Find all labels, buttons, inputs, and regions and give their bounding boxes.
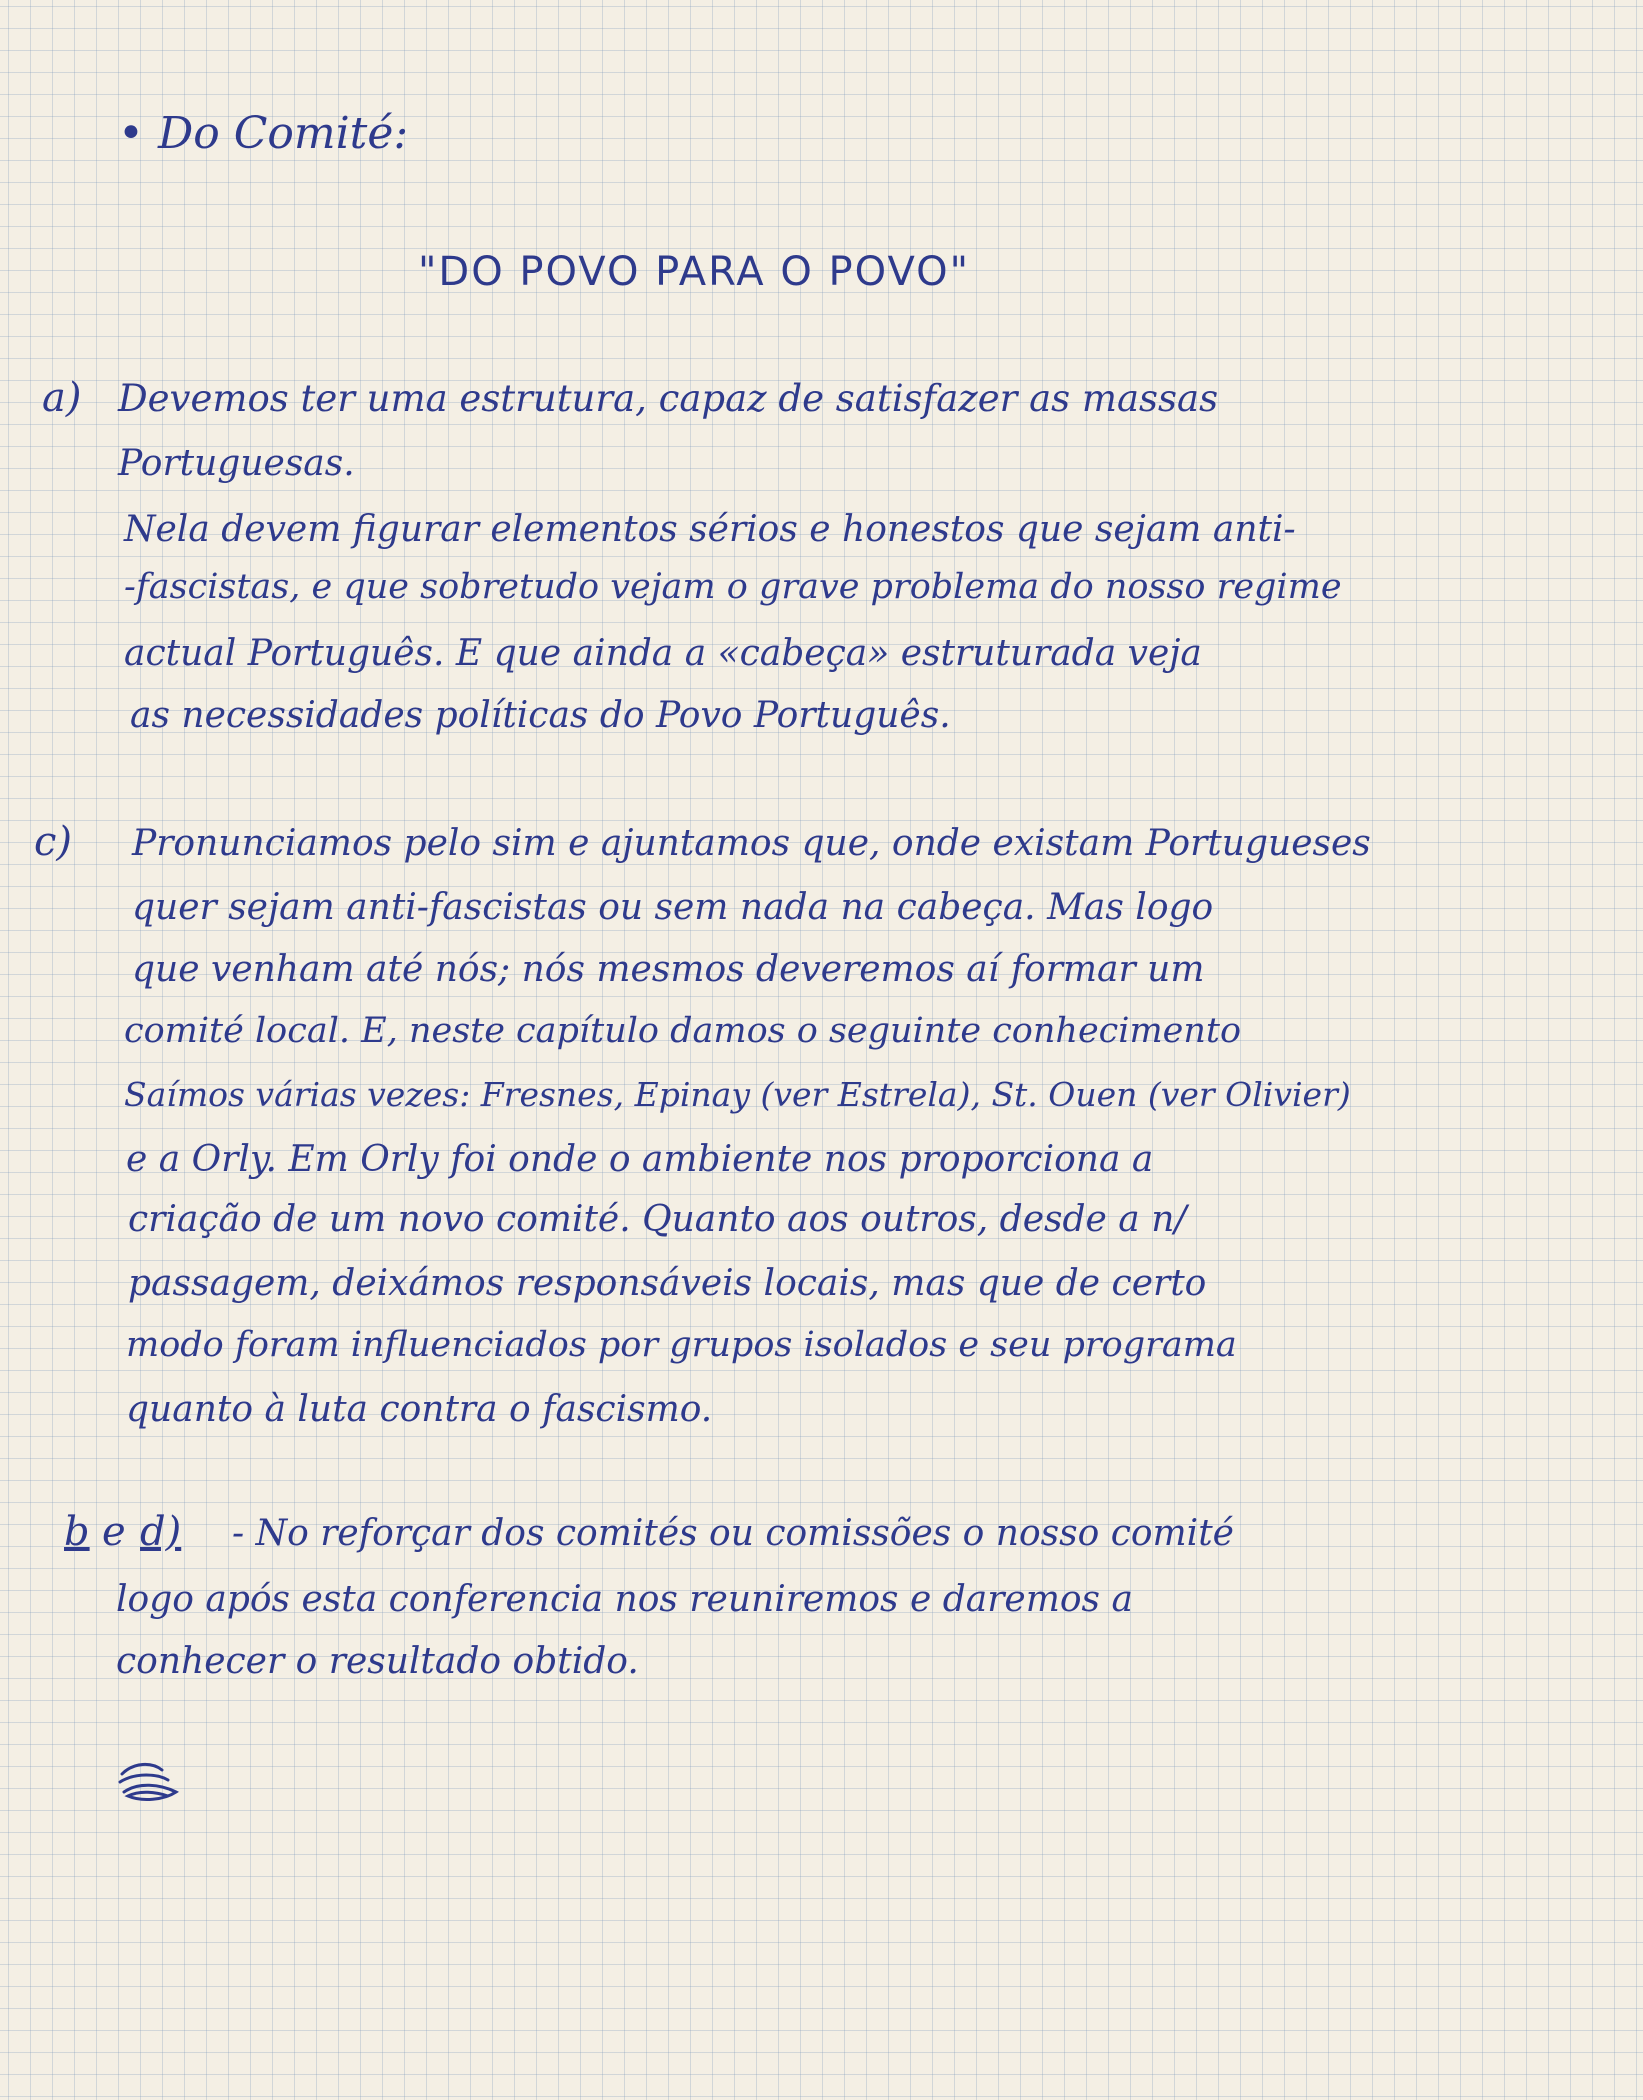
section-d-marker: d) — [140, 1509, 182, 1555]
section-c-line-4: comité local. E, neste capítulo damos o seguinte conhecimento — [124, 1011, 1242, 1051]
section-c-line-5: Saímos várias vezes: Fresnes, Epinay (ver Estrela), St. Ouen (ver Olivier) — [124, 1075, 1351, 1114]
signature-mark — [116, 1752, 186, 1812]
section-c-line-10: quanto à luta contra o fascismo. — [126, 1389, 713, 1430]
section-c-line-8: passagem, deixámos responsáveis locais, mas que de certo — [128, 1263, 1207, 1304]
section-bd-line-1: - No reforçar dos comités ou comissões o nosso comité — [232, 1513, 1234, 1554]
section-c-line-3: que venham até nós; nós mesmos deveremos aí formar um — [132, 949, 1205, 990]
section-a-line-6: as necessidades políticas do Povo Português. — [130, 695, 951, 736]
document-title: "DO POVO PARA O POVO" — [418, 249, 970, 295]
section-b-marker: b — [64, 1509, 90, 1555]
section-c-line-9: modo foram influenciados por grupos isolados e seu programa — [126, 1325, 1237, 1365]
section-c-line-1: Pronunciamos pelo sim e ajuntamos que, onde existam Portugueses — [132, 823, 1371, 864]
section-a-line-2: Portuguesas. — [118, 443, 355, 484]
section-a-line-5: actual Português. E que ainda a «cabeça» estruturada veja — [124, 633, 1202, 674]
section-c-line-2: quer sejam anti-fascistas ou sem nada na cabeça. Mas logo — [132, 887, 1214, 928]
section-e-marker: e — [102, 1509, 126, 1555]
section-bd-line-3: conhecer o resultado obtido. — [116, 1641, 639, 1682]
section-a-line-1: Devemos ter uma estrutura, capaz de satisfazer as massas — [118, 377, 1219, 420]
section-bd-line-2: logo após esta conferencia nos reuniremos e daremos a — [116, 1579, 1133, 1620]
section-c-line-7: criação de um novo comité. Quanto aos outros, desde a n/ — [128, 1199, 1187, 1240]
section-c-marker: c) — [34, 819, 73, 865]
section-a-line-3: Nela devem figurar elementos sérios e honestos que sejam anti- — [124, 509, 1296, 550]
section-c-line-6: e a Orly. Em Orly foi onde o ambiente nos proporciona a — [126, 1139, 1154, 1180]
section-a-line-4: -fascistas, e que sobretudo vejam o grave problema do nosso regime — [124, 567, 1342, 607]
heading: • Do Comité: — [118, 108, 409, 159]
section-a-marker: a) — [42, 375, 82, 421]
